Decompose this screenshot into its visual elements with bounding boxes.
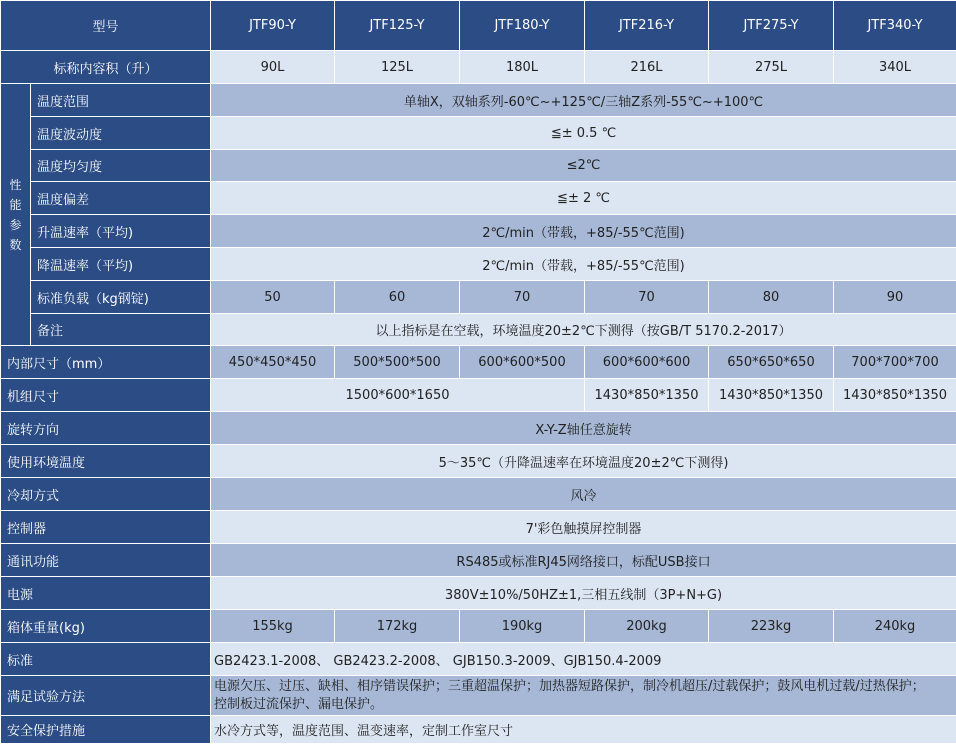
- inner-size-value: 700*700*700: [834, 346, 956, 379]
- uniformity-label: 温度均匀度: [31, 150, 211, 182]
- unit-size-row: [1, 379, 956, 412]
- cooling-method-row: [1, 478, 956, 511]
- group-char: 参: [1, 215, 30, 235]
- deviation-value: ≦± 2 ℃: [211, 182, 956, 215]
- model-name: JTF125-Y: [335, 1, 460, 51]
- unit-size-value: 1430*850*1350: [585, 379, 709, 412]
- model-name: JTF90-Y: [211, 1, 335, 51]
- test-method-row: [1, 676, 956, 716]
- weight-value: 200kg: [585, 610, 709, 643]
- performance-group-label: [1, 84, 31, 346]
- weight-value: 190kg: [460, 610, 585, 643]
- power-row: [1, 577, 956, 610]
- note-row: [1, 314, 956, 346]
- volume-label: 标称内容积（升）: [1, 51, 211, 84]
- load-value: 50: [211, 281, 335, 314]
- inner-size-label: 内部尺寸（mm）: [1, 346, 211, 379]
- safety-value: 水冷方式等，温度范围、温变速率，定制工作室尺寸: [211, 716, 956, 744]
- standard-row: [1, 643, 956, 676]
- header-row: [1, 1, 956, 51]
- rotation-value: X-Y-Z轴任意旋转: [211, 412, 956, 445]
- model-name: JTF275-Y: [709, 1, 834, 51]
- group-char: 能: [1, 195, 30, 215]
- comm-value: RS485或标准RJ45网络接口，标配USB接口: [211, 544, 956, 577]
- deviation-row: [1, 182, 956, 215]
- inner-size-value: 650*650*650: [709, 346, 834, 379]
- fluctuation-label: 温度波动度: [31, 117, 211, 150]
- standard-value: GB2423.1-2008、 GB2423.2-2008、 GJB150.3-2009、GJB150.4-2009: [211, 643, 956, 676]
- comm-label: 通讯功能: [1, 544, 211, 577]
- note-label: 备注: [31, 314, 211, 346]
- cooling-rate-row: [1, 248, 956, 281]
- unit-size-value: 1500*600*1650: [211, 379, 585, 412]
- power-label: 电源: [1, 577, 211, 610]
- inner-size-value: 600*600*500: [460, 346, 585, 379]
- heating-rate-value: 2℃/min（带载，+85/-55℃范围): [211, 215, 956, 248]
- inner-size-value: 450*450*450: [211, 346, 335, 379]
- test-method-value: [211, 676, 956, 716]
- group-char: 数: [1, 235, 30, 255]
- load-value: 70: [460, 281, 585, 314]
- heating-rate-row: [1, 215, 956, 248]
- unit-size-label: 机组尺寸: [1, 379, 211, 412]
- load-label: 标准负载（kg钢锭): [31, 281, 211, 314]
- volume-value: 340L: [834, 51, 956, 84]
- unit-size-value: 1430*850*1350: [709, 379, 834, 412]
- volume-value: 275L: [709, 51, 834, 84]
- controller-value: 7'彩色触摸屏控制器: [211, 511, 956, 544]
- volume-value: 125L: [335, 51, 460, 84]
- uniformity-value: ≤2℃: [211, 150, 956, 182]
- model-name: JTF340-Y: [834, 1, 956, 51]
- weight-label: 箱体重量(kg): [1, 610, 211, 643]
- test-method-line: 电源欠压、过压、缺相、相序错误保护；三重超温保护；加热器短路保护，制冷机超压/过载保护；鼓风电机过载/过热保护；: [214, 678, 956, 696]
- test-method-label: 满足试验方法: [1, 676, 211, 716]
- load-value: 90: [834, 281, 956, 314]
- ambient-row: [1, 445, 956, 478]
- rotation-row: [1, 412, 956, 445]
- heating-rate-label: 升温速率（平均): [31, 215, 211, 248]
- cooling-method-value: 风冷: [211, 478, 956, 511]
- volume-value: 180L: [460, 51, 585, 84]
- note-value: 以上指标是在空载，环境温度20±2℃下测得（按GB/T 5170.2-2017）: [211, 314, 956, 346]
- load-value: 70: [585, 281, 709, 314]
- safety-row: [1, 716, 956, 744]
- weight-value: 172kg: [335, 610, 460, 643]
- temp-range-label: 温度范围: [31, 84, 211, 117]
- temp-range-row: [1, 84, 956, 117]
- cooling-rate-value: 2℃/min（带载，+85/-55℃范围): [211, 248, 956, 281]
- inner-size-row: [1, 346, 956, 379]
- volume-row: [1, 51, 956, 84]
- standard-label: 标准: [1, 643, 211, 676]
- uniformity-row: [1, 150, 956, 182]
- load-value: 60: [335, 281, 460, 314]
- inner-size-value: 500*500*500: [335, 346, 460, 379]
- weight-value: 223kg: [709, 610, 834, 643]
- safety-label: 安全保护措施: [1, 716, 211, 744]
- weight-row: [1, 610, 956, 643]
- weight-value: 155kg: [211, 610, 335, 643]
- model-header-label: 型号: [1, 1, 211, 51]
- deviation-label: 温度偏差: [31, 182, 211, 215]
- power-value: 380V±10%/50HZ±1,三相五线制（3P+N+G): [211, 577, 956, 610]
- fluctuation-value: ≦± 0.5 ℃: [211, 117, 956, 150]
- volume-value: 216L: [585, 51, 709, 84]
- volume-value: 90L: [211, 51, 335, 84]
- load-value: 80: [709, 281, 834, 314]
- unit-size-value: 1430*850*1350: [834, 379, 956, 412]
- group-char: 性: [1, 175, 30, 195]
- load-row: [1, 281, 956, 314]
- model-name: JTF216-Y: [585, 1, 709, 51]
- cooling-method-label: 冷却方式: [1, 478, 211, 511]
- controller-row: [1, 511, 956, 544]
- cooling-rate-label: 降温速率（平均): [31, 248, 211, 281]
- comm-row: [1, 544, 956, 577]
- weight-value: 240kg: [834, 610, 956, 643]
- inner-size-value: 600*600*600: [585, 346, 709, 379]
- test-method-line: 控制板过流保护、漏电保护。: [214, 696, 956, 714]
- fluctuation-row: [1, 117, 956, 150]
- model-name: JTF180-Y: [460, 1, 585, 51]
- ambient-value: 5～35℃（升降温速率在环境温度20±2℃下测得): [211, 445, 956, 478]
- ambient-label: 使用环境温度: [1, 445, 211, 478]
- temp-range-value: 单轴X，双轴系列-60℃~+125℃/三轴Z系列-55℃~+100℃: [211, 84, 956, 117]
- rotation-label: 旋转方向: [1, 412, 211, 445]
- controller-label: 控制器: [1, 511, 211, 544]
